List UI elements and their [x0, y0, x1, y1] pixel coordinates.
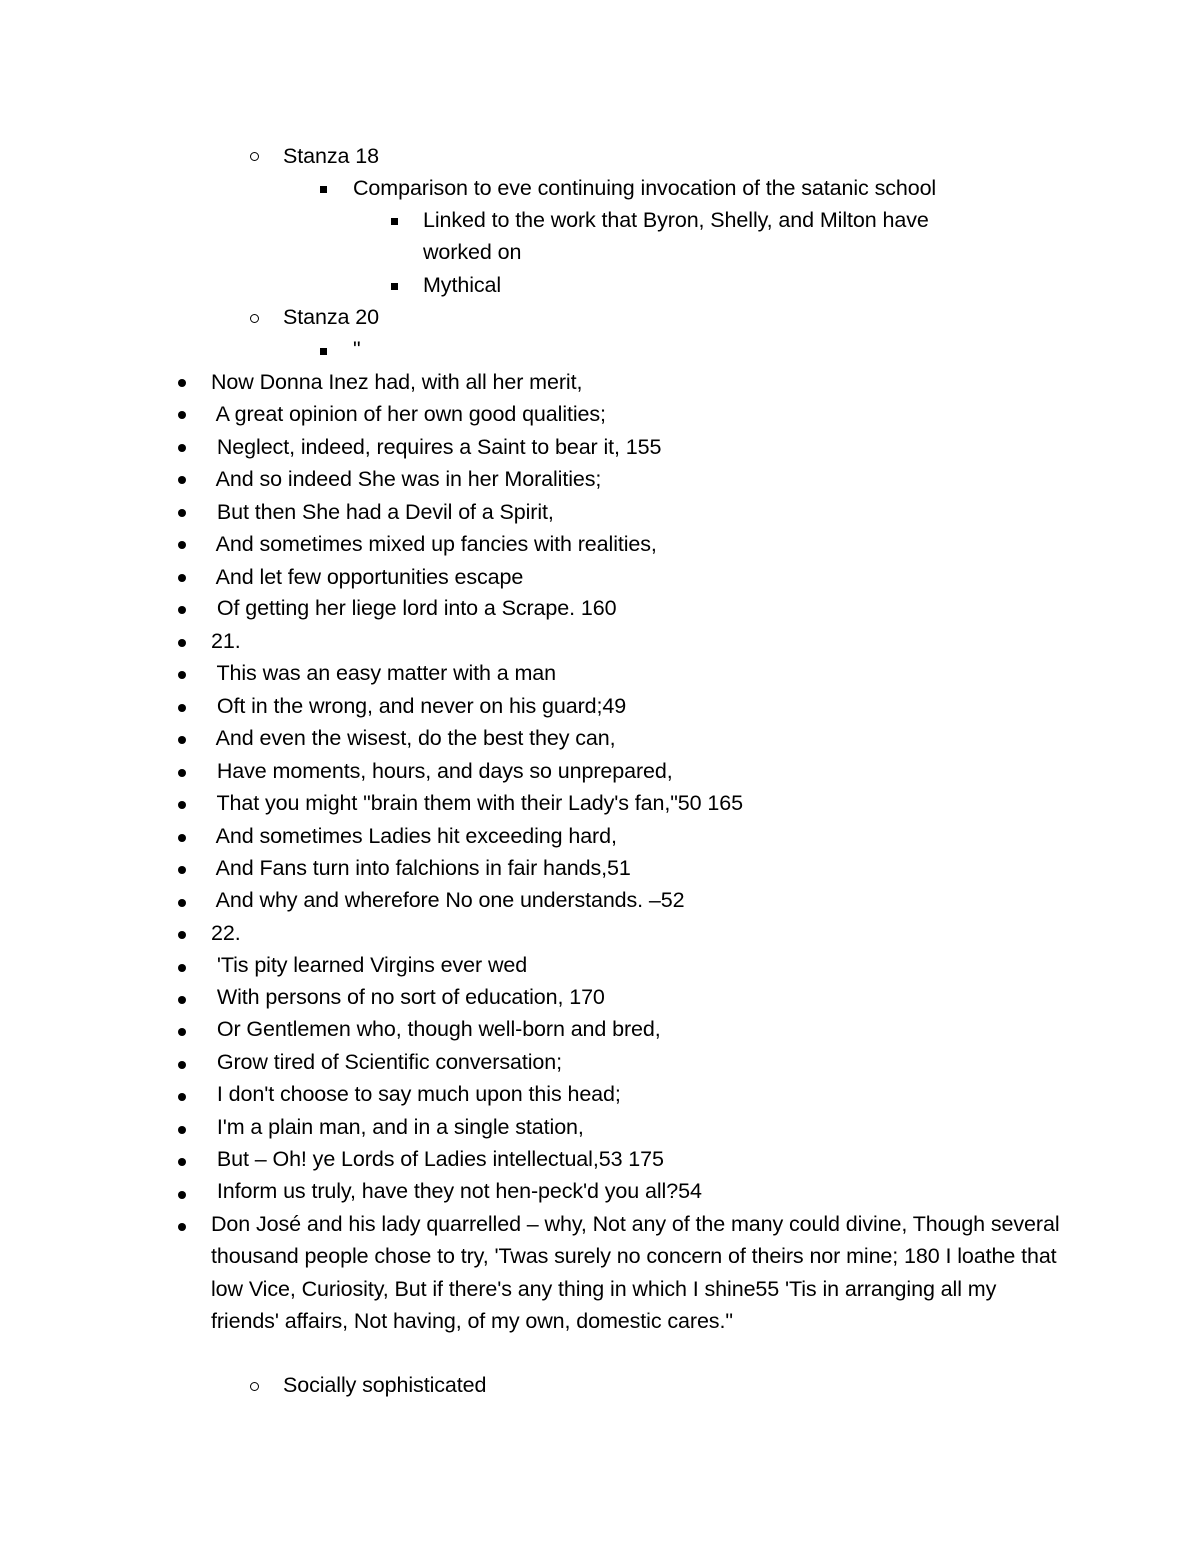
outline-item-level1: That you might "brain them with their Lady's fan,"50 165 [211, 791, 743, 815]
disc-bullet-icon [178, 769, 186, 777]
outline-item-level1: But – Oh! ye Lords of Ladies intellectual,53 175 [211, 1147, 664, 1171]
outline-item-level1: Or Gentlemen who, though well-born and bred, [211, 1017, 661, 1041]
disc-bullet-icon [178, 509, 186, 517]
outline-item-level1: And sometimes mixed up fancies with realities, [211, 532, 657, 556]
square-bullet-icon [391, 283, 398, 290]
hollow-circle-bullet-icon [250, 1382, 259, 1391]
square-bullet-icon [391, 218, 398, 225]
outline-item-level4: Mythical [423, 273, 502, 297]
outline-item-level4: Linked to the work that Byron, Shelly, and Milton have [423, 208, 929, 232]
outline-item-level1: I don't choose to say much upon this head; [211, 1082, 621, 1106]
disc-bullet-icon [178, 704, 186, 712]
outline-item-level1: 22. [211, 921, 241, 945]
disc-bullet-icon [178, 541, 186, 549]
disc-bullet-icon [178, 671, 186, 679]
outline-item-level1: But then She had a Devil of a Spirit, [211, 500, 554, 524]
outline-item-level1: Oft in the wrong, and never on his guard;49 [211, 694, 627, 718]
disc-bullet-icon [178, 1061, 186, 1069]
disc-bullet-icon [178, 444, 186, 452]
outline-item-level2: Stanza 18 [283, 144, 379, 168]
outline-item-level1: Grow tired of Scientific conversation; [211, 1050, 562, 1074]
disc-bullet-icon [178, 899, 186, 907]
disc-bullet-icon [178, 801, 186, 809]
outline-item-level2: Socially sophisticated [283, 1373, 487, 1397]
disc-bullet-icon [178, 866, 186, 874]
square-bullet-icon [320, 348, 327, 355]
outline-item-level3: " [353, 337, 361, 361]
outline-item-level1: This was an easy matter with a man [211, 661, 557, 685]
disc-bullet-icon [178, 1093, 186, 1101]
outline-item-level1: And Fans turn into falchions in fair hands,51 [211, 856, 631, 880]
disc-bullet-icon [178, 1158, 186, 1166]
disc-bullet-icon [178, 996, 186, 1004]
outline-item-level1: Of getting her liege lord into a Scrape. 160 [211, 596, 617, 620]
disc-bullet-icon [178, 834, 186, 842]
disc-bullet-icon [178, 1223, 186, 1231]
outline-item-level2: Stanza 20 [283, 305, 379, 329]
outline-item-level1: 21. [211, 629, 241, 653]
hollow-circle-bullet-icon [250, 152, 259, 161]
outline-item-level1: And sometimes Ladies hit exceeding hard, [211, 824, 617, 848]
outline-item-level1: And why and wherefore No one understands. –52 [211, 888, 685, 912]
disc-bullet-icon [178, 1126, 186, 1134]
disc-bullet-icon [178, 1028, 186, 1036]
outline-item-level1: And let few opportunities escape [211, 565, 524, 589]
disc-bullet-icon [178, 639, 186, 647]
outline-item-level1: Neglect, indeed, requires a Saint to bear it, 155 [211, 435, 662, 459]
outline-item-level1: Have moments, hours, and days so unprepared, [211, 759, 673, 783]
outline-item-level1: Inform us truly, have they not hen-peck'd you all?54 [211, 1179, 702, 1203]
outline-item-level1: 'Tis pity learned Virgins ever wed [211, 953, 528, 977]
disc-bullet-icon [178, 379, 186, 387]
disc-bullet-icon [178, 411, 186, 419]
disc-bullet-icon [178, 574, 186, 582]
outline-item-level4-continuation: worked on [423, 240, 522, 264]
outline-item-level3: Comparison to eve continuing invocation of the satanic school [353, 176, 937, 200]
outline-item-level1: Now Donna Inez had, with all her merit, [211, 370, 583, 394]
outline-item-level1: I'm a plain man, and in a single station, [211, 1115, 584, 1139]
square-bullet-icon [320, 186, 327, 193]
disc-bullet-icon [178, 606, 186, 614]
disc-bullet-icon [178, 964, 186, 972]
disc-bullet-icon [178, 1191, 186, 1199]
outline-item-level1: A great opinion of her own good qualities; [211, 402, 606, 426]
outline-item-level1: And even the wisest, do the best they can, [211, 726, 616, 750]
outline-item-level1-paragraph: Don José and his lady quarrelled – why, Not any of the many could divine, Though several thousand people chose to try, 'Twas surely no concern of theirs nor mine; 180 I loathe that low Vice, Curiosity, But if there's any thing in which I shine55 'Tis in arranging all my friends' affairs, Not having, of my own, domestic cares." [211, 1212, 1060, 1334]
outline-item-level1: With persons of no sort of education, 170 [211, 985, 605, 1009]
hollow-circle-bullet-icon [250, 314, 259, 323]
disc-bullet-icon [178, 931, 186, 939]
outline-item-level1: And so indeed She was in her Moralities; [211, 467, 602, 491]
disc-bullet-icon [178, 736, 186, 744]
disc-bullet-icon [178, 476, 186, 484]
